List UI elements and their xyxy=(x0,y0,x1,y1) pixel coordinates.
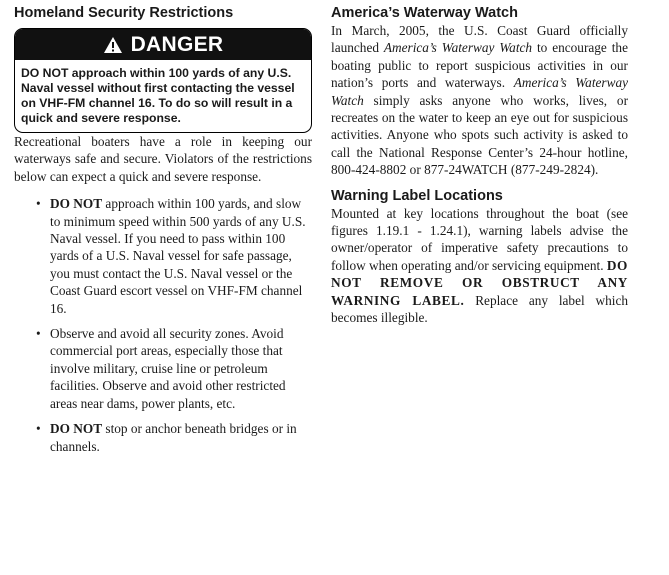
paragraph-text: In March, 2005, the U.S. Coast Guard officially launched xyxy=(331,23,628,56)
list-item-lead: DO NOT xyxy=(50,196,103,212)
list-item xyxy=(14,420,312,455)
intro-paragraph: Recreational boaters have a role in keeping our waterways safe and secure. Violators of the restrictions below can expect a quick and severe response. xyxy=(14,134,312,184)
bullet-icon: • xyxy=(36,326,41,342)
warning-triangle-icon xyxy=(103,36,123,54)
warning-label-heading: Warning Label Locations xyxy=(331,187,503,204)
warning-label-paragraph xyxy=(331,205,628,327)
program-name: America’s Waterway Watch xyxy=(383,40,533,56)
warning-emphasis: DO NOT REMOVE OR OBSTRUCT ANY WARNING LABEL. xyxy=(331,257,628,308)
list-item xyxy=(14,325,312,412)
list-item-text: stop or anchor beneath bridges or in channels. xyxy=(50,421,297,454)
waterway-watch-paragraph xyxy=(331,22,628,179)
right-column xyxy=(331,4,628,327)
paragraph-text: Mounted at key locations throughout the boat (see figures 1.19.1 - 1.24.1), warning labels advise the owner/operator of imperative safety precautions to follow when operating and/or servicing equipment. xyxy=(331,205,628,273)
waterway-watch-heading: America’s Waterway Watch xyxy=(331,5,518,21)
left-column xyxy=(14,4,312,463)
list-item-text: approach within 100 yards, and slow to minimum speed within 500 yards of any U.S. Naval vessel. If you need to pass within 100 yards of a U.S. Naval vessel for safe passage, you must contact the U.S. Naval vessel or the Coast Guard escort vessel on VHF-FM channel 16. xyxy=(50,196,306,316)
list-item xyxy=(14,195,312,317)
paragraph-text: to encourage the boating public to report suspicious activities in our nation’s ports and waterways. xyxy=(331,40,628,91)
bullet-icon: • xyxy=(36,421,41,437)
list-item-text: Observe and avoid all security zones. Avoid commercial port areas, especially those that involve military, cruise line or petroleum facilities. Observe and avoid other restricted areas near dams, power plants, etc. xyxy=(50,326,286,411)
homeland-security-heading: Homeland Security Restrictions xyxy=(14,5,234,21)
list-item-lead: DO NOT xyxy=(50,421,103,437)
danger-header xyxy=(15,29,311,60)
restrictions-list xyxy=(14,195,312,455)
bullet-icon: • xyxy=(36,196,41,212)
paragraph-text: simply asks anyone who works, lives, or recreates on the water to keep an eye out for suspicious activities. Anyone who spots such activity is asked to call the National Response Center’s 24-hour hotline, 800-424-8802 or 877-24WATCH (877-249-2824). xyxy=(331,92,628,178)
program-name: America’s Waterway Watch xyxy=(331,75,629,108)
danger-text: DO NOT approach within 100 yards of any U.S. Naval vessel without first contacting the vessel on VHF-FM channel 16. To do so will result in a quick and severe response. xyxy=(21,66,295,125)
danger-title: DANGER xyxy=(130,32,224,56)
paragraph-text: Replace any label which becomes illegible. xyxy=(331,292,628,326)
danger-notice xyxy=(14,28,312,133)
